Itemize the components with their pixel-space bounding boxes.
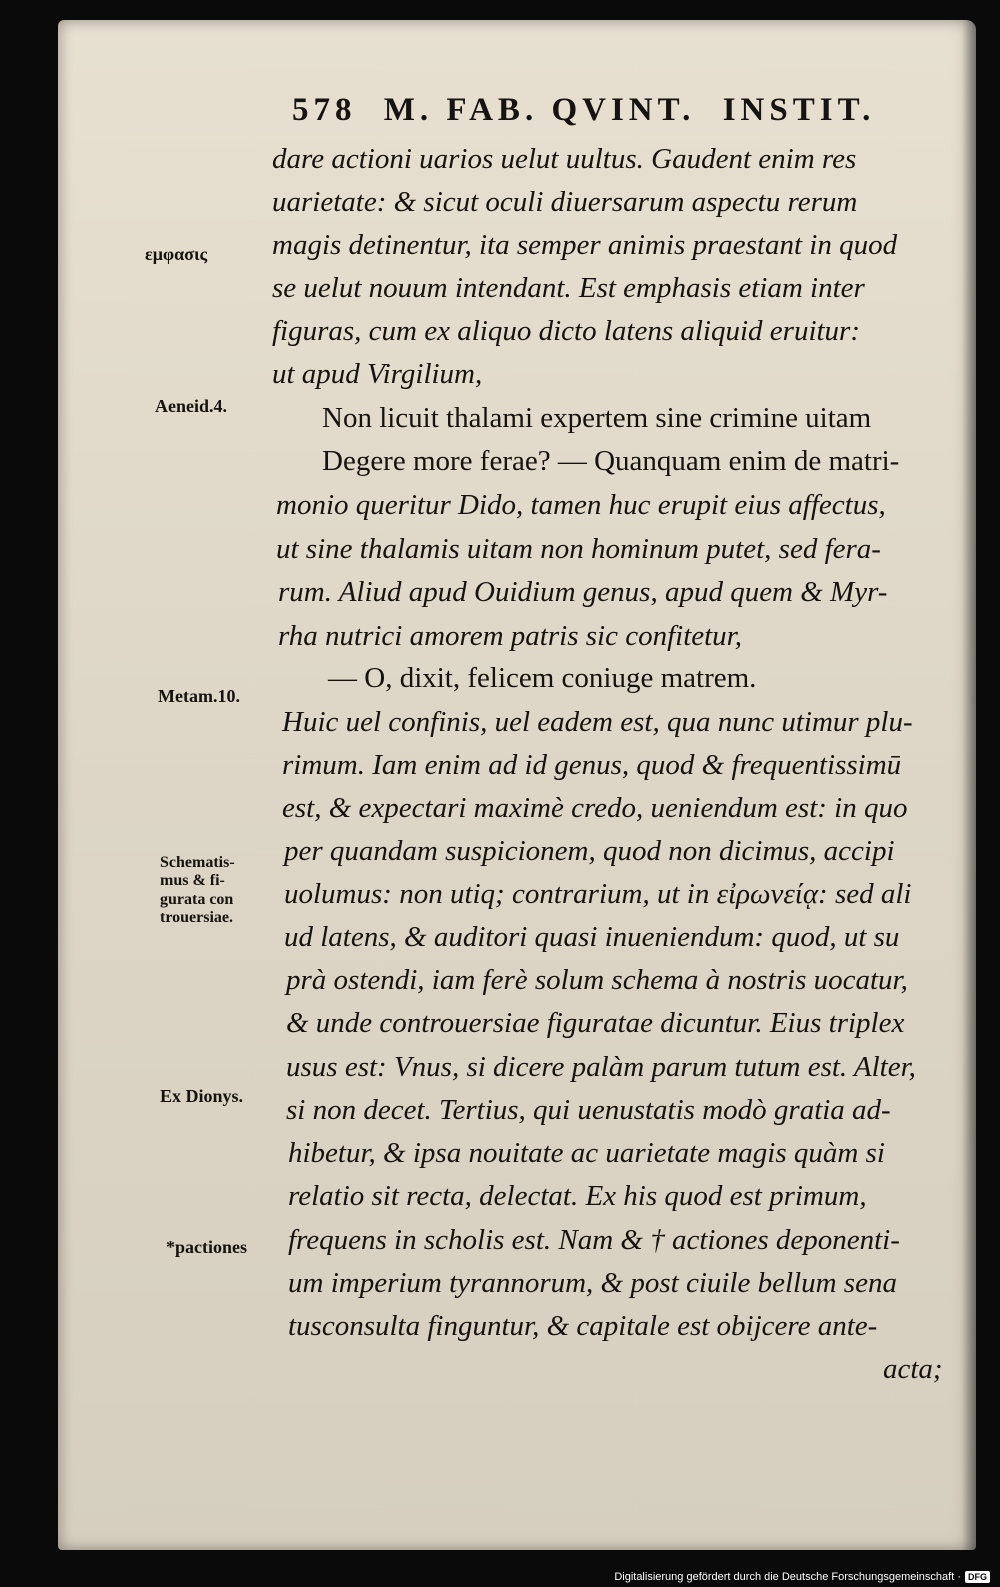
margin-note: Metam.10. xyxy=(158,686,240,706)
text-line: & unde controuersiae figuratae dicuntur. Eius triplex xyxy=(286,1007,905,1039)
text-line: ut apud Virgilium, xyxy=(272,358,483,390)
margin-note: Ex Dionys. xyxy=(160,1086,244,1106)
verse-line: — O, dixit, felicem coniuge matrem. xyxy=(328,662,757,694)
footer-credit xyxy=(614,1571,990,1583)
text-line: est, & expectari maximè credo, ueniendum est: in quo xyxy=(282,792,908,824)
text-line: si non decet. Tertius, qui uenustatis modò gratia ad- xyxy=(286,1094,891,1126)
text-line: dare actioni uarios uelut uultus. Gaudent enim res xyxy=(272,143,857,175)
text-line: se uelut nouum intendant. Est emphasis etiam inter xyxy=(272,272,865,304)
text-line: uolumus: non utiq; contrarium, ut in εἰρωνείᾳ: sed ali xyxy=(284,878,912,910)
text-line: magis detinentur, ita semper animis praestant in quod xyxy=(272,229,898,261)
page-number: 578 xyxy=(292,92,357,128)
text-line: per quandam suspicionem, quod non dicimus, accipi xyxy=(284,835,895,867)
text-line: usus est: Vnus, si dicere palàm parum tutum est. Alter, xyxy=(286,1051,916,1083)
text-line: tusconsulta finguntur, & capitale est obijcere ante- xyxy=(288,1310,878,1342)
text-line: rum. Aliud apud Ouidium genus, apud quem & Myr- xyxy=(278,576,888,608)
text-line: Huic uel confinis, uel eadem est, qua nunc utimur plu- xyxy=(282,706,913,738)
text-line: um imperium tyrannorum, & post ciuile bellum sena xyxy=(288,1267,897,1299)
catchword: acta; xyxy=(883,1353,943,1385)
margin-note: *pactiones xyxy=(166,1237,247,1257)
margin-note: Aeneid.4. xyxy=(155,396,227,416)
text-line: rimum. Iam enim ad id genus, quod & frequentissimū xyxy=(282,749,902,781)
margin-note: εμφασις xyxy=(145,244,208,264)
page-spine-shadow xyxy=(962,20,976,1550)
footer-text: Digitalisierung gefördert durch die Deutsche Forschungsgemeinschaft · xyxy=(614,1571,961,1583)
running-head xyxy=(292,92,902,129)
text-line: ut sine thalamis uitam non hominum putet, sed fera- xyxy=(276,533,881,565)
text-line: uarietate: & sicut oculi diuersarum aspectu rerum xyxy=(272,186,858,218)
dfg-logo: DFG xyxy=(965,1571,990,1583)
verse-line: Degere more ferae? — Quanquam enim de matri- xyxy=(322,445,900,477)
running-head-author: M. FAB. QVINT. xyxy=(383,92,696,128)
text-line: relatio sit recta, delectat. Ex his quod est primum, xyxy=(288,1180,867,1212)
text-line: rha nutrici amorem patris sic confitetur, xyxy=(278,620,742,652)
text-line: prà ostendi, iam ferè solum schema à nostris uocatur, xyxy=(286,964,908,996)
text-line: figuras, cum ex aliquo dicto latens aliquid eruitur: xyxy=(272,315,861,347)
margin-note: Schematis- mus & fi- gurata con trouersiae. xyxy=(160,854,235,927)
verse-line: Non licuit thalami expertem sine crimine uitam xyxy=(322,402,872,434)
text-line: monio queritur Dido, tamen huc erupit eius affectus, xyxy=(276,489,886,521)
text-line: hibetur, & ipsa nouitate ac uarietate magis quàm si xyxy=(288,1137,885,1169)
running-head-title: INSTIT. xyxy=(722,92,876,128)
text-line: ud latens, & auditori quasi inueniendum: quod, ut su xyxy=(284,921,900,953)
text-line: frequens in scholis est. Nam & † actiones deponenti- xyxy=(288,1224,900,1256)
